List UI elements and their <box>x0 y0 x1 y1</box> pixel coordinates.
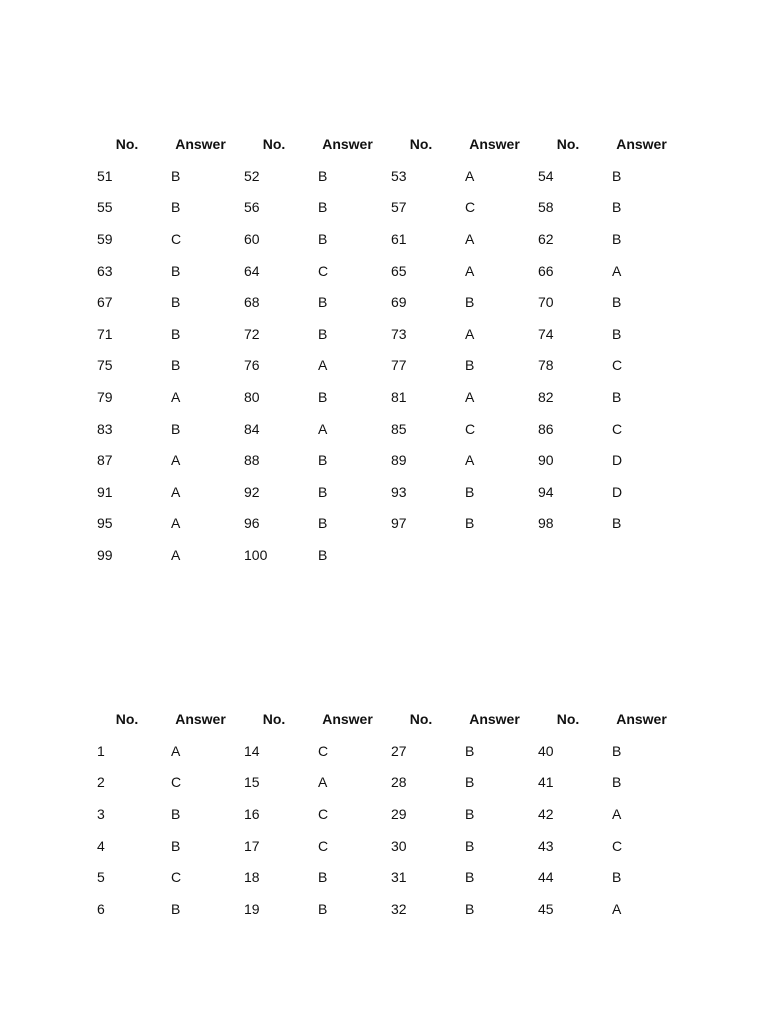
question-number-cell: 40 <box>538 742 554 759</box>
question-number-cell: 60 <box>244 230 260 247</box>
answer-cell: A <box>171 742 181 759</box>
question-number-cell: 43 <box>538 837 554 854</box>
question-number-cell: 66 <box>538 262 554 279</box>
answer-cell: A <box>318 420 328 437</box>
answer-cell: A <box>318 357 328 374</box>
table-row <box>90 381 678 413</box>
answer-table-51-100 <box>90 128 678 571</box>
question-number-cell: 75 <box>97 357 113 374</box>
question-number-cell <box>384 539 458 571</box>
question-number-cell: 74 <box>538 325 554 342</box>
question-number-cell: 3 <box>97 805 105 822</box>
answer-cell: B <box>465 294 475 311</box>
table-row <box>90 539 678 571</box>
table-row <box>90 286 678 318</box>
answer-cell: B <box>318 388 328 405</box>
answer-cell: A <box>465 230 475 247</box>
table-row <box>90 160 678 192</box>
answer-cell: B <box>318 199 328 216</box>
header-answer: Answer <box>616 136 667 152</box>
answer-cell: D <box>612 483 623 500</box>
question-number-cell: 14 <box>244 742 260 759</box>
table-body <box>90 735 678 925</box>
question-number-cell: 51 <box>97 167 113 184</box>
question-number-cell: 80 <box>244 388 260 405</box>
question-number-cell: 82 <box>538 388 554 405</box>
answer-cell: B <box>612 199 622 216</box>
question-number-cell: 42 <box>538 805 554 822</box>
answer-cell: A <box>465 262 475 279</box>
question-number-cell: 90 <box>538 452 554 469</box>
header-answer: Answer <box>322 136 373 152</box>
table-row <box>90 444 678 476</box>
question-number-cell: 96 <box>244 515 260 532</box>
answer-cell: A <box>171 546 181 563</box>
answer-cell: B <box>318 452 328 469</box>
question-number-cell: 99 <box>97 546 113 563</box>
answer-cell: C <box>612 837 623 854</box>
question-number-cell: 4 <box>97 837 105 854</box>
answer-cell: B <box>171 420 181 437</box>
question-number-cell: 30 <box>391 837 407 854</box>
header-no: No. <box>262 711 286 727</box>
header-answer: Answer <box>175 136 226 152</box>
answer-cell: B <box>612 388 622 405</box>
question-number-cell: 71 <box>97 325 113 342</box>
answer-cell: C <box>171 774 182 791</box>
answer-cell: B <box>318 869 328 886</box>
answer-cell: A <box>318 774 328 791</box>
question-number-cell: 72 <box>244 325 260 342</box>
question-number-cell: 73 <box>391 325 407 342</box>
answer-cell: B <box>171 199 181 216</box>
answer-cell: B <box>465 742 475 759</box>
answer-cell: B <box>612 742 622 759</box>
answer-cell: C <box>318 742 329 759</box>
answer-cell: B <box>612 515 622 532</box>
table-row <box>90 318 678 350</box>
answer-cell: B <box>612 869 622 886</box>
table-row <box>90 735 678 767</box>
header-row <box>90 703 678 735</box>
question-number-cell: 69 <box>391 294 407 311</box>
answer-cell: B <box>171 325 181 342</box>
header-answer: Answer <box>469 711 520 727</box>
answer-cell: B <box>465 805 475 822</box>
answer-cell: B <box>318 294 328 311</box>
answer-cell: B <box>612 774 622 791</box>
answer-cell <box>458 539 531 571</box>
question-number-cell: 78 <box>538 357 554 374</box>
table-row <box>90 476 678 508</box>
header-no: No. <box>409 136 433 152</box>
question-number-cell: 98 <box>538 515 554 532</box>
answer-cell: C <box>318 262 329 279</box>
header-no: No. <box>556 136 580 152</box>
question-number-cell: 76 <box>244 357 260 374</box>
answer-cell: B <box>171 357 181 374</box>
question-number-cell: 94 <box>538 483 554 500</box>
answer-cell: A <box>171 515 181 532</box>
answer-cell: B <box>318 900 328 917</box>
answer-cell: A <box>612 262 622 279</box>
answer-cell: C <box>612 357 623 374</box>
table-row <box>90 413 678 445</box>
answer-cell: A <box>612 805 622 822</box>
question-number-cell: 52 <box>244 167 260 184</box>
header-no: No. <box>409 711 433 727</box>
answer-cell: A <box>171 452 181 469</box>
question-number-cell: 65 <box>391 262 407 279</box>
answer-cell: B <box>465 483 475 500</box>
question-number-cell: 17 <box>244 837 260 854</box>
table-header <box>90 128 678 160</box>
question-number-cell: 84 <box>244 420 260 437</box>
header-answer: Answer <box>469 136 520 152</box>
question-number-cell: 81 <box>391 388 407 405</box>
question-number-cell: 56 <box>244 199 260 216</box>
header-no: No. <box>262 136 286 152</box>
answer-cell: B <box>612 294 622 311</box>
answer-cell: C <box>171 869 182 886</box>
question-number-cell: 70 <box>538 294 554 311</box>
question-number-cell: 6 <box>97 900 105 917</box>
answer-cell: A <box>171 388 181 405</box>
question-number-cell: 83 <box>97 420 113 437</box>
answer-cell: B <box>465 357 475 374</box>
question-number-cell: 28 <box>391 774 407 791</box>
answer-cell: B <box>171 900 181 917</box>
answer-cell: C <box>171 230 182 247</box>
question-number-cell: 59 <box>97 230 113 247</box>
question-number-cell: 16 <box>244 805 260 822</box>
answer-cell: B <box>465 837 475 854</box>
question-number-cell: 41 <box>538 774 554 791</box>
question-number-cell: 79 <box>97 388 113 405</box>
question-number-cell: 91 <box>97 483 113 500</box>
answer-cell: C <box>465 420 476 437</box>
question-number-cell: 5 <box>97 869 105 886</box>
question-number-cell: 67 <box>97 294 113 311</box>
question-number-cell: 93 <box>391 483 407 500</box>
question-number-cell: 89 <box>391 452 407 469</box>
table-row <box>90 861 678 893</box>
question-number-cell: 97 <box>391 515 407 532</box>
question-number-cell: 31 <box>391 869 407 886</box>
answer-cell: B <box>465 900 475 917</box>
answer-cell: B <box>171 294 181 311</box>
question-number-cell: 95 <box>97 515 113 532</box>
question-number-cell: 1 <box>97 742 105 759</box>
answer-cell: A <box>465 388 475 405</box>
table-row <box>90 255 678 287</box>
answer-cell: C <box>318 837 329 854</box>
answer-cell: B <box>171 262 181 279</box>
answer-cell: B <box>612 325 622 342</box>
answer-cell: B <box>318 325 328 342</box>
table-row <box>90 508 678 540</box>
question-number-cell: 64 <box>244 262 260 279</box>
answer-cell: B <box>465 515 475 532</box>
question-number-cell: 54 <box>538 167 554 184</box>
question-number-cell: 18 <box>244 869 260 886</box>
header-no: No. <box>556 711 580 727</box>
answer-cell: A <box>612 900 622 917</box>
table-row <box>90 223 678 255</box>
question-number-cell: 53 <box>391 167 407 184</box>
answer-cell: B <box>465 869 475 886</box>
question-number-cell: 87 <box>97 452 113 469</box>
table-row <box>90 830 678 862</box>
header-answer: Answer <box>616 711 667 727</box>
header-answer: Answer <box>322 711 373 727</box>
table-row <box>90 350 678 382</box>
question-number-cell: 77 <box>391 357 407 374</box>
answer-cell: B <box>318 230 328 247</box>
answer-cell: A <box>465 167 475 184</box>
answer-cell: B <box>171 167 181 184</box>
answer-cell: B <box>171 805 181 822</box>
answer-cell: B <box>318 167 328 184</box>
table-row <box>90 893 678 925</box>
answer-cell: B <box>318 515 328 532</box>
table-row <box>90 798 678 830</box>
answer-cell <box>605 539 678 571</box>
answer-cell: B <box>612 167 622 184</box>
answer-cell: B <box>171 837 181 854</box>
question-number-cell: 58 <box>538 199 554 216</box>
answer-cell: A <box>465 452 475 469</box>
question-number-cell: 86 <box>538 420 554 437</box>
question-number-cell: 55 <box>97 199 113 216</box>
table-row <box>90 767 678 799</box>
answer-cell: C <box>465 199 476 216</box>
question-number-cell: 2 <box>97 774 105 791</box>
answer-table-1-45 <box>90 703 678 925</box>
question-number-cell: 57 <box>391 199 407 216</box>
question-number-cell: 45 <box>538 900 554 917</box>
answer-cell: B <box>465 774 475 791</box>
table-body <box>90 160 678 571</box>
question-number-cell: 88 <box>244 452 260 469</box>
question-number-cell: 100 <box>244 546 268 563</box>
header-no: No. <box>115 711 139 727</box>
answer-cell: B <box>318 483 328 500</box>
answer-cell: B <box>318 546 328 563</box>
question-number-cell: 27 <box>391 742 407 759</box>
question-number-cell: 68 <box>244 294 260 311</box>
question-number-cell: 62 <box>538 230 554 247</box>
question-number-cell: 19 <box>244 900 260 917</box>
question-number-cell: 63 <box>97 262 113 279</box>
header-row <box>90 128 678 160</box>
table-header <box>90 703 678 735</box>
answer-cell: D <box>612 452 623 469</box>
question-number-cell <box>531 539 605 571</box>
question-number-cell: 15 <box>244 774 260 791</box>
question-number-cell: 44 <box>538 869 554 886</box>
question-number-cell: 32 <box>391 900 407 917</box>
question-number-cell: 85 <box>391 420 407 437</box>
answer-cell: C <box>612 420 623 437</box>
header-answer: Answer <box>175 711 226 727</box>
header-no: No. <box>115 136 139 152</box>
answer-cell: A <box>171 483 181 500</box>
answer-cell: A <box>465 325 475 342</box>
table-row <box>90 192 678 224</box>
answer-cell: C <box>318 805 329 822</box>
question-number-cell: 92 <box>244 483 260 500</box>
question-number-cell: 29 <box>391 805 407 822</box>
answer-cell: B <box>612 230 622 247</box>
question-number-cell: 61 <box>391 230 407 247</box>
